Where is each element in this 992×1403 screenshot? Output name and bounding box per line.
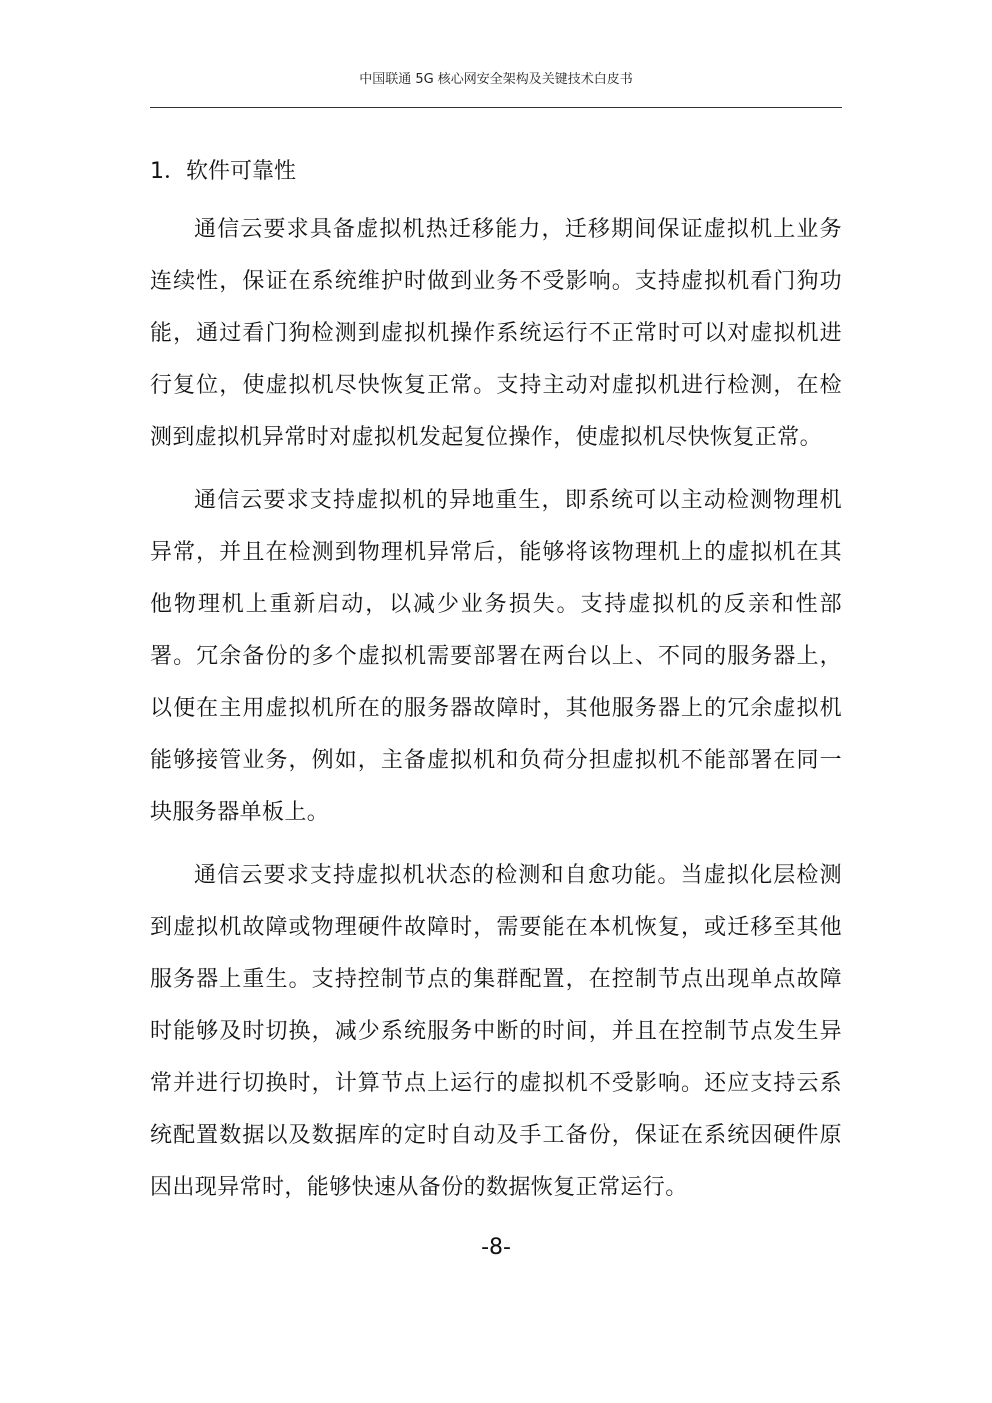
page-number: -8- [481, 1235, 511, 1260]
page-body [150, 150, 842, 1225]
paragraph-remote-restart: 通信云要求支持虚拟机的异地重生，即系统可以主动检测物理机异常，并且在检测到物理机异常后，能够将该物理机上的虚拟机在其他物理机上重新启动，以减少业务损失。支持虚拟机的反亲和性部署。冗余备份的多个虚拟机需要部署在两台以上、不同的服务器上，以便在主用虚拟机所在的服务器故障时，其他服务器上的冗余虚拟机能够接管业务，例如，主备虚拟机和负荷分担虚拟机不能部署在同一块服务器单板上。 [150, 488, 842, 825]
paragraph-hot-migration: 通信云要求具备虚拟机热迁移能力，迁移期间保证虚拟机上业务连续性，保证在系统维护时做到业务不受影响。支持虚拟机看门狗功能，通过看门狗检测到虚拟机操作系统运行不正常时可以对虚拟机进行复位，使虚拟机尽快恢复正常。支持主动对虚拟机进行检测，在检测到虚拟机异常时对虚拟机发起复位操作，使虚拟机尽快恢复正常。 [150, 217, 842, 450]
running-header: 中国联通 5G 核心网安全架构及关键技术白皮书 [359, 72, 633, 87]
paragraph-self-healing: 通信云要求支持虚拟机状态的检测和自愈功能。当虚拟化层检测到虚拟机故障或物理硬件故障时，需要能在本机恢复，或迁移至其他服务器上重生。支持控制节点的集群配置，在控制节点出现单点故障时能够及时切换，减少系统服务中断的时间，并且在控制节点发生异常并进行切换时，计算节点上运行的虚拟机不受影响。还应支持云系统配置数据以及数据库的定时自动及手工备份，保证在系统因硬件原因出现异常时，能够快速从备份的数据恢复正常运行。 [150, 863, 842, 1200]
section-heading: 1．软件可靠性 [150, 159, 296, 184]
header-divider [150, 107, 842, 108]
